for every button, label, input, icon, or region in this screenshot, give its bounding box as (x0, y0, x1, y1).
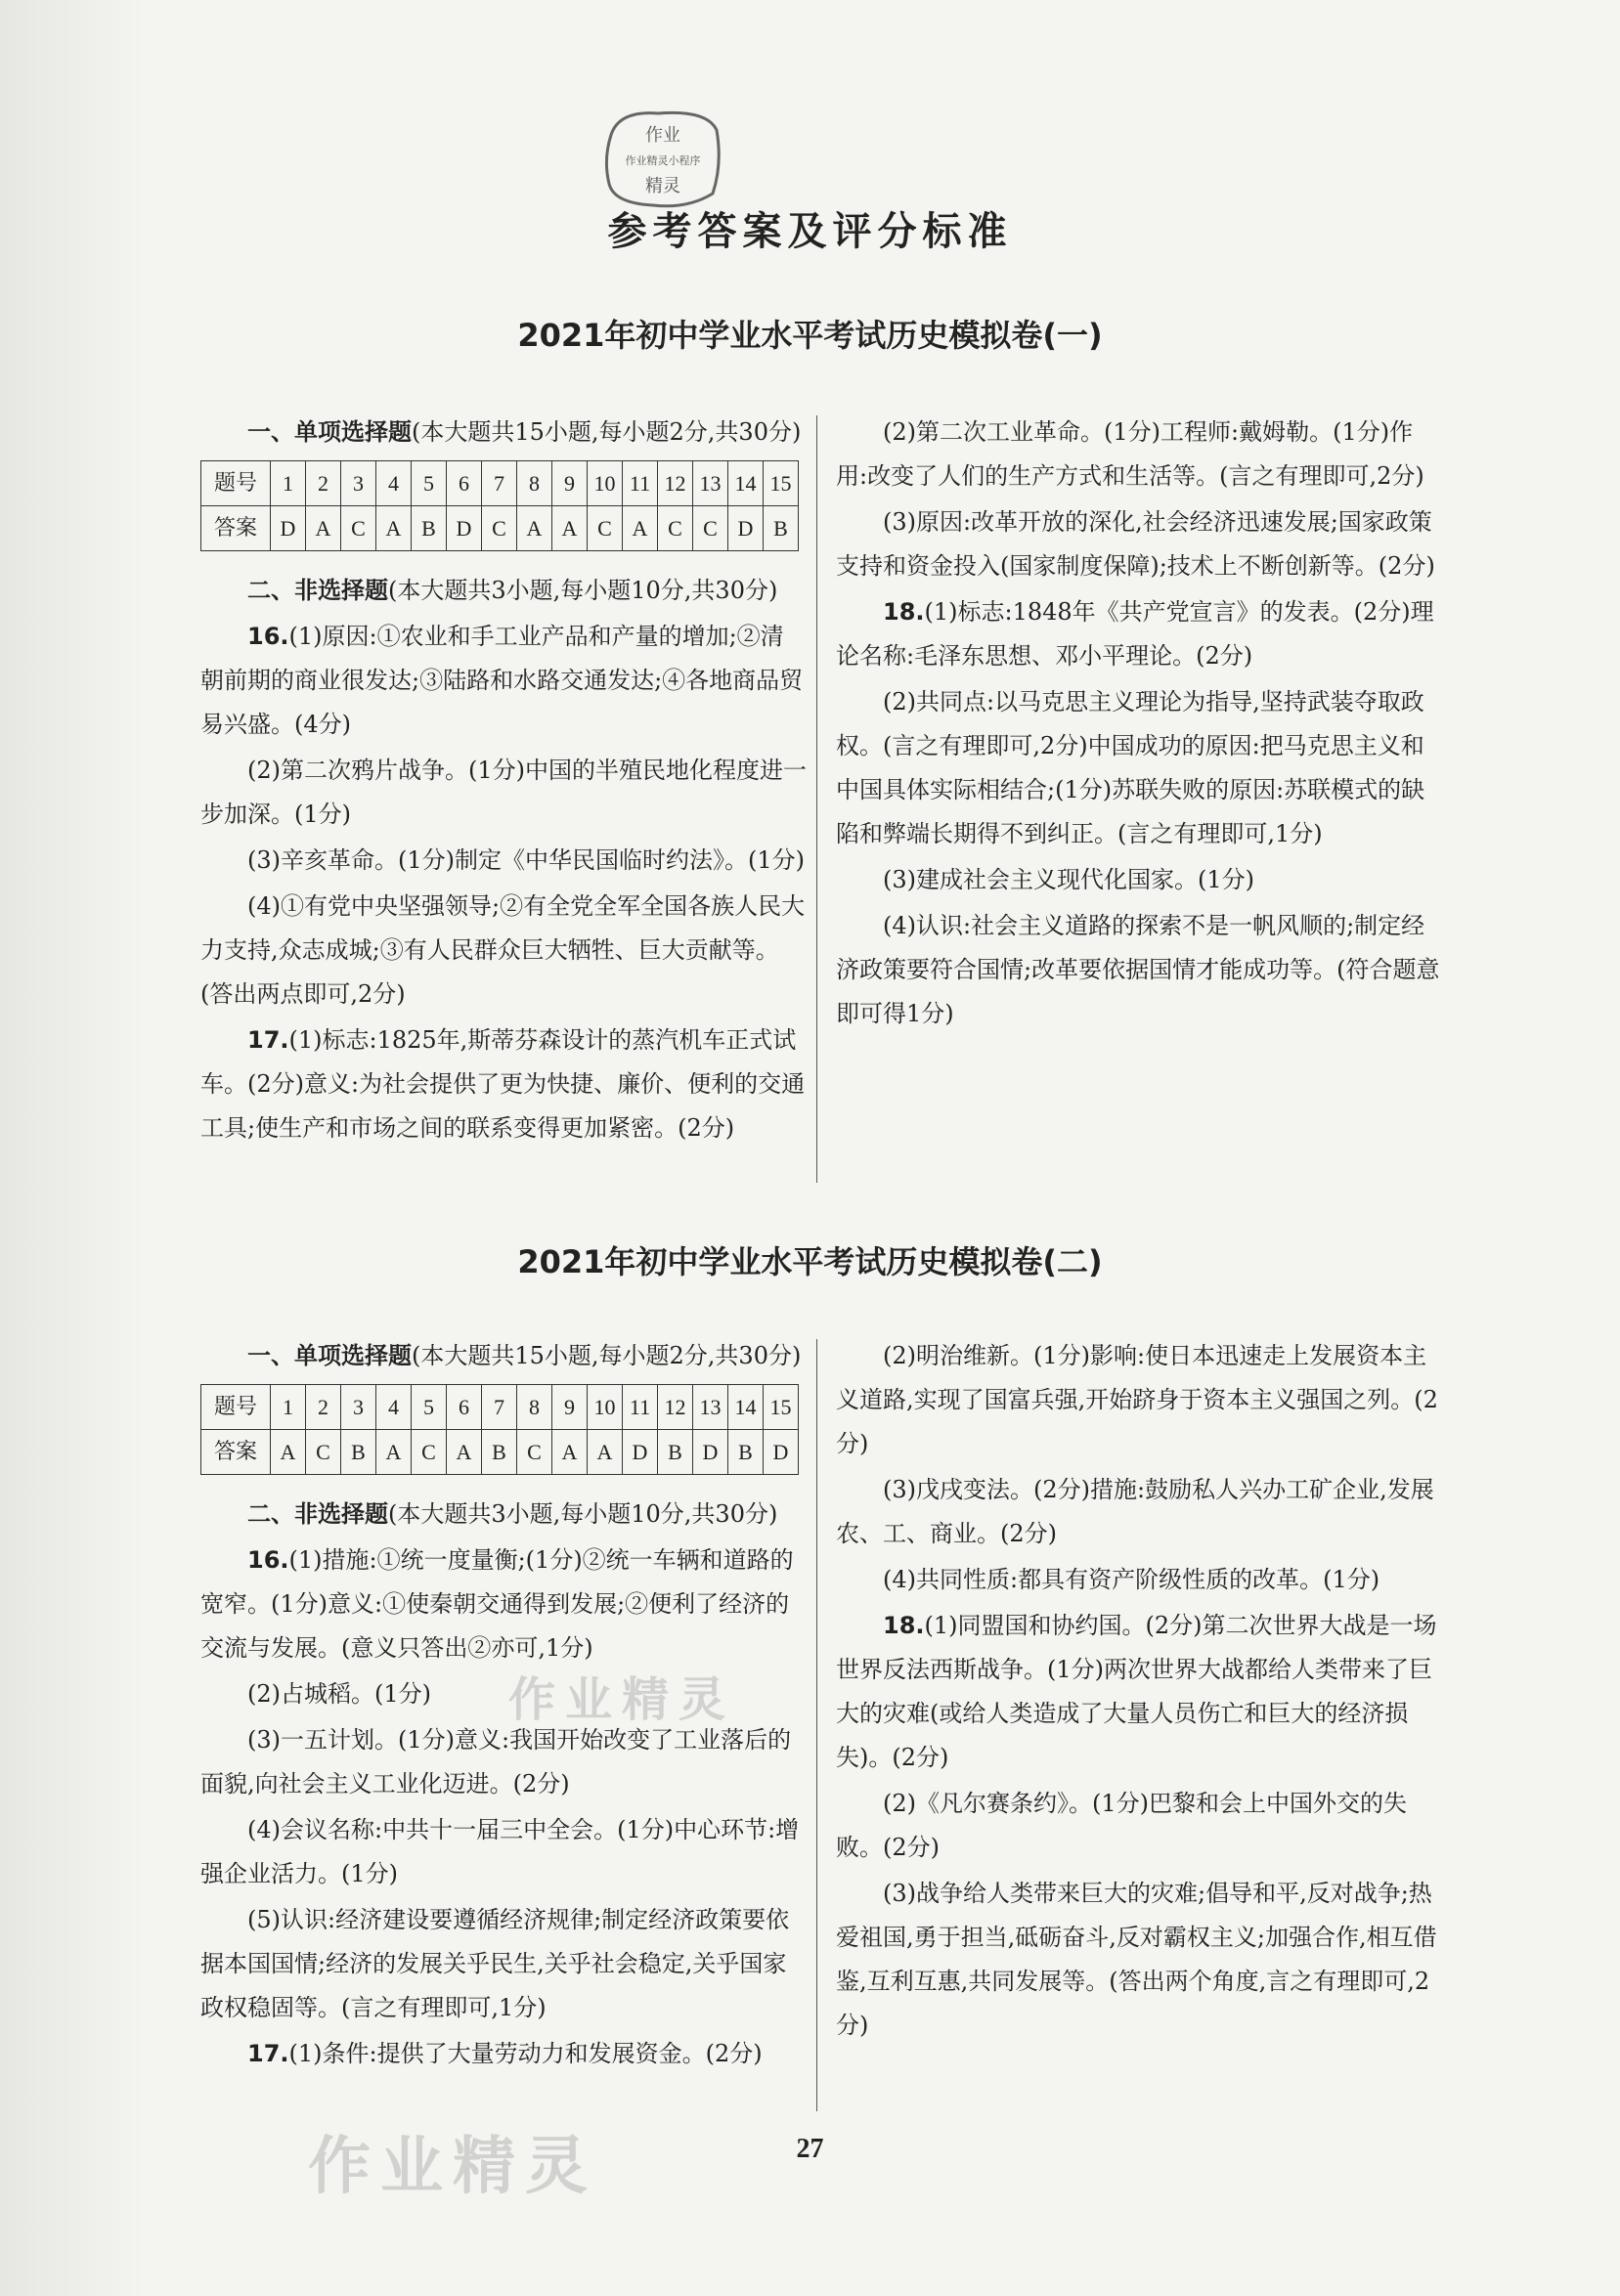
answer-text: (4)①有党中央坚强领导;②有全党全军全国各族人民大力支持,众志成城;③有人民群众巨大牺牲、巨大贡献等。(答出两点即可,2分) (200, 892, 806, 1008)
answer-text: (2)第二次鸦片战争。(1分)中国的半殖民地化程度进一步加深。(1分) (200, 757, 807, 828)
question-number: 18. (883, 1612, 925, 1639)
question-number-cell: 6 (447, 461, 482, 506)
answer-paragraph (200, 1018, 807, 1150)
answer-text: (3)战争给人类带来巨大的灾难;倡导和平,反对战争;热爱祖国,勇于担当,砥砺奋斗,反对霸权主义;加强合作,相互借鉴,互利互惠,共同发展等。(答出两个角度,言之有理即可,2分) (836, 1880, 1437, 2039)
answer-cell: B (658, 1430, 693, 1475)
answer-text: (3)原因:改革开放的深化,社会经济迅速发展;国家政策支持和资金投入(国家制度保障);技术上不断创新等。(2分) (836, 508, 1435, 580)
answer-cell: A (552, 1430, 588, 1475)
answer-cell: A (376, 1430, 412, 1475)
question-number-cell: 10 (588, 1385, 623, 1430)
question-number-cell: 10 (588, 461, 623, 506)
exam1-title: 2021年初中学业水平考试历史模拟卷(一) (517, 317, 1103, 354)
question-number-cell: 6 (447, 1385, 482, 1430)
answer-text: (2)《凡尔赛条约》。(1分)巴黎和会上中国外交的失败。(2分) (836, 1790, 1407, 1861)
question-number-cell: 4 (376, 461, 412, 506)
answer-cell: D (764, 1430, 799, 1475)
answer-paragraph (836, 1468, 1442, 1556)
exam1-right-column (836, 411, 1442, 1038)
answer-cell: A (306, 506, 341, 551)
stamp-text-2: 作业精灵小程序 (625, 154, 701, 167)
answer-text: (1)措施:①统一度量衡;(1分)②统一车辆和道路的宽窄。(1分)意义:①使秦朝交通得到发展;②便利了经济的交流与发展。(意义只答出②亦可,1分) (200, 1546, 794, 1662)
answer-cell: D (271, 506, 306, 551)
answer-cell: C (588, 506, 623, 551)
question-number-cell: 14 (728, 461, 764, 506)
answer-paragraph (836, 680, 1442, 856)
question-number-cell: 15 (764, 1385, 799, 1430)
answer-text: (5)认识:经济建设要遵循经济规律;制定经济政策要依据本国国情;经济的发展关乎民生,关乎社会稳定,关乎国家政权稳固等。(言之有理即可,1分) (200, 1906, 790, 2021)
question-number-cell: 3 (341, 461, 376, 506)
answer-text: (4)认识:社会主义道路的探索不是一帆风顺的;制定经济政策要符合国情;改革要依据国情才能成功等。(符合题意即可得1分) (836, 912, 1440, 1027)
answer-text: (3)一五计划。(1分)意义:我国开始改变了工业落后的面貌,向社会主义工业化迈进。(2分) (200, 1726, 792, 1798)
question-number-cell: 1 (271, 1385, 306, 1430)
answer-cell: A (552, 506, 588, 551)
exam2-mc-heading: 一、单项选择题(本大题共15小题,每小题2分,共30分) (247, 1342, 802, 1369)
answer-text: (3)戊戌变法。(2分)措施:鼓励私人兴办工矿企业,发展农、工、商业。(2分) (836, 1476, 1434, 1547)
question-number-cell: 12 (658, 1385, 693, 1430)
question-number-cell: 11 (623, 461, 658, 506)
answer-cell: A (376, 506, 412, 551)
question-number-cell: 13 (693, 461, 728, 506)
stamp-logo (599, 106, 726, 213)
exam2-title: 2021年初中学业水平考试历史模拟卷(二) (517, 1243, 1103, 1280)
question-number-cell: 9 (552, 461, 588, 506)
question-number: 17. (247, 1026, 289, 1054)
answer-text: (4)会议名称:中共十一届三中全会。(1分)中心环节:增强企业活力。(1分) (200, 1816, 800, 1887)
answer-paragraph (200, 615, 807, 747)
answer-cell: D (623, 1430, 658, 1475)
answer-paragraph (836, 411, 1442, 498)
answer-paragraph (200, 885, 807, 1017)
answer-text: (1)标志:1825年,斯蒂芬森设计的蒸汽机车正式试车。(2分)意义:为社会提供了更为快捷、廉价、便利的交通工具;使生产和市场之间的联系变得更加紧密。(2分) (200, 1026, 806, 1142)
table-header-label: 题号 (201, 1385, 271, 1430)
answer-cell: B (341, 1430, 376, 1475)
exam2-left-answers (200, 1538, 807, 2076)
exam1-column-divider (816, 415, 817, 1183)
answer-cell: B (728, 1430, 764, 1475)
answer-cell: A (271, 1430, 306, 1475)
exam2-answer-table (200, 1384, 799, 1475)
answer-text: (1)条件:提供了大量劳动力和发展资金。(2分) (288, 2040, 763, 2067)
question-number: 17. (247, 2040, 289, 2067)
answer-cell: B (764, 506, 799, 551)
answer-text: (1)标志:1848年《共产党宣言》的发表。(2分)理论名称:毛泽东思想、邓小平理论。(2分) (836, 598, 1434, 670)
answer-cell: C (412, 1430, 447, 1475)
page-number: 27 (796, 2134, 824, 2164)
main-title: 参考答案及评分标准 (607, 209, 1013, 254)
question-number-cell: 5 (412, 461, 447, 506)
answer-cell: B (412, 506, 447, 551)
answer-paragraph (836, 1334, 1442, 1466)
answer-paragraph (200, 2032, 807, 2076)
answer-paragraph (836, 1872, 1442, 2048)
answer-cell: C (482, 506, 517, 551)
exam2-right-column (836, 1334, 1442, 2050)
question-number-cell: 5 (412, 1385, 447, 1430)
answer-cell: A (623, 506, 658, 551)
exam1-answer-table (200, 460, 799, 551)
question-number-cell: 7 (482, 1385, 517, 1430)
answer-cell: A (588, 1430, 623, 1475)
answer-paragraph (836, 1558, 1442, 1602)
answer-cell: D (693, 1430, 728, 1475)
exam2-column-divider (816, 1339, 817, 2111)
answer-paragraph (836, 500, 1442, 588)
stamp-text-1: 作业 (645, 125, 680, 146)
answer-text: (3)辛亥革命。(1分)制定《中华民国临时约法》。(1分) (247, 846, 805, 874)
stamp-text-3: 精灵 (645, 176, 680, 196)
exam1-nc-heading: 二、非选择题(本大题共3小题,每小题10分,共30分) (247, 577, 778, 604)
question-number-cell: 3 (341, 1385, 376, 1430)
answer-cell: D (447, 506, 482, 551)
answer-paragraph (836, 904, 1442, 1036)
answer-paragraph (200, 1808, 807, 1896)
answer-text: (2)第二次工业革命。(1分)工程师:戴姆勒。(1分)作用:改变了人们的生产方式和生活等。(言之有理即可,2分) (836, 418, 1424, 490)
exam1-left-column (200, 411, 807, 1152)
question-number: 16. (247, 623, 289, 650)
question-number-cell: 15 (764, 461, 799, 506)
answer-cell: C (306, 1430, 341, 1475)
exam2-right-answers (836, 1334, 1442, 2048)
question-number-cell: 2 (306, 1385, 341, 1430)
answer-paragraph (200, 749, 807, 837)
question-number: 18. (883, 598, 925, 626)
answer-text: (3)建成社会主义现代化国家。(1分) (883, 866, 1254, 893)
question-number-cell: 8 (517, 461, 552, 506)
question-number-cell: 9 (552, 1385, 588, 1430)
exam1-left-answers (200, 615, 807, 1150)
answer-cell: C (517, 1430, 552, 1475)
exam2-nc-heading: 二、非选择题(本大题共3小题,每小题10分,共30分) (247, 1500, 778, 1528)
question-number: 16. (247, 1546, 289, 1574)
answer-cell: B (482, 1430, 517, 1475)
question-number-cell: 2 (306, 461, 341, 506)
question-number-cell: 1 (271, 461, 306, 506)
answer-cell: C (341, 506, 376, 551)
answer-paragraph (200, 839, 807, 883)
table-answer-label: 答案 (201, 506, 271, 551)
answer-text: (2)明治维新。(1分)影响:使日本迅速走上发展资本主义道路,实现了国富兵强,开始跻身于资本主义强国之列。(2分) (836, 1342, 1438, 1457)
answer-paragraph (200, 1898, 807, 2030)
question-number-cell: 12 (658, 461, 693, 506)
answer-cell: C (658, 506, 693, 551)
question-number-cell: 8 (517, 1385, 552, 1430)
answer-paragraph (200, 1718, 807, 1806)
exam1-mc-heading: 一、单项选择题(本大题共15小题,每小题2分,共30分) (247, 418, 802, 446)
table-header-label: 题号 (201, 461, 271, 506)
question-number-cell: 7 (482, 461, 517, 506)
answer-cell: D (728, 506, 764, 551)
question-number-cell: 4 (376, 1385, 412, 1430)
table-answer-label: 答案 (201, 1430, 271, 1475)
watermark-2: 作业精灵 (308, 2131, 597, 2203)
answer-cell: C (693, 506, 728, 551)
exam1-right-answers (836, 411, 1442, 1036)
answer-cell: A (447, 1430, 482, 1475)
question-number-cell: 11 (623, 1385, 658, 1430)
answer-text: (4)共同性质:都具有资产阶级性质的改革。(1分) (883, 1566, 1380, 1593)
answer-paragraph (836, 858, 1442, 902)
answer-paragraph (836, 590, 1442, 678)
answer-text: (2)占城稻。(1分) (247, 1680, 431, 1708)
answer-text: (2)共同点:以马克思主义理论为指导,坚持武装夺取政权。(言之有理即可,2分)中国成功的原因:把马克思主义和中国具体实际相结合;(1分)苏联失败的原因:苏联模式的缺陷和弊端长期得不到纠正。(言之有理即可,1分) (836, 688, 1425, 847)
answer-paragraph (836, 1782, 1442, 1870)
answer-cell: A (517, 506, 552, 551)
question-number-cell: 14 (728, 1385, 764, 1430)
answer-paragraph (200, 1538, 807, 1670)
answer-text: (1)原因:①农业和手工业产品和产量的增加;②清朝前期的商业很发达;③陆路和水路交通发达;④各地商品贸易兴盛。(4分) (200, 623, 804, 738)
question-number-cell: 13 (693, 1385, 728, 1430)
answer-paragraph (836, 1604, 1442, 1780)
watermark-1: 作业精灵 (508, 1672, 736, 1727)
answer-text: (1)同盟国和协约国。(2分)第二次世界大战是一场世界反法西斯战争。(1分)两次世界大战都给人类带来了巨大的灾难(或给人类造成了大量人员伤亡和巨大的经济损失)。(2分) (836, 1612, 1437, 1771)
